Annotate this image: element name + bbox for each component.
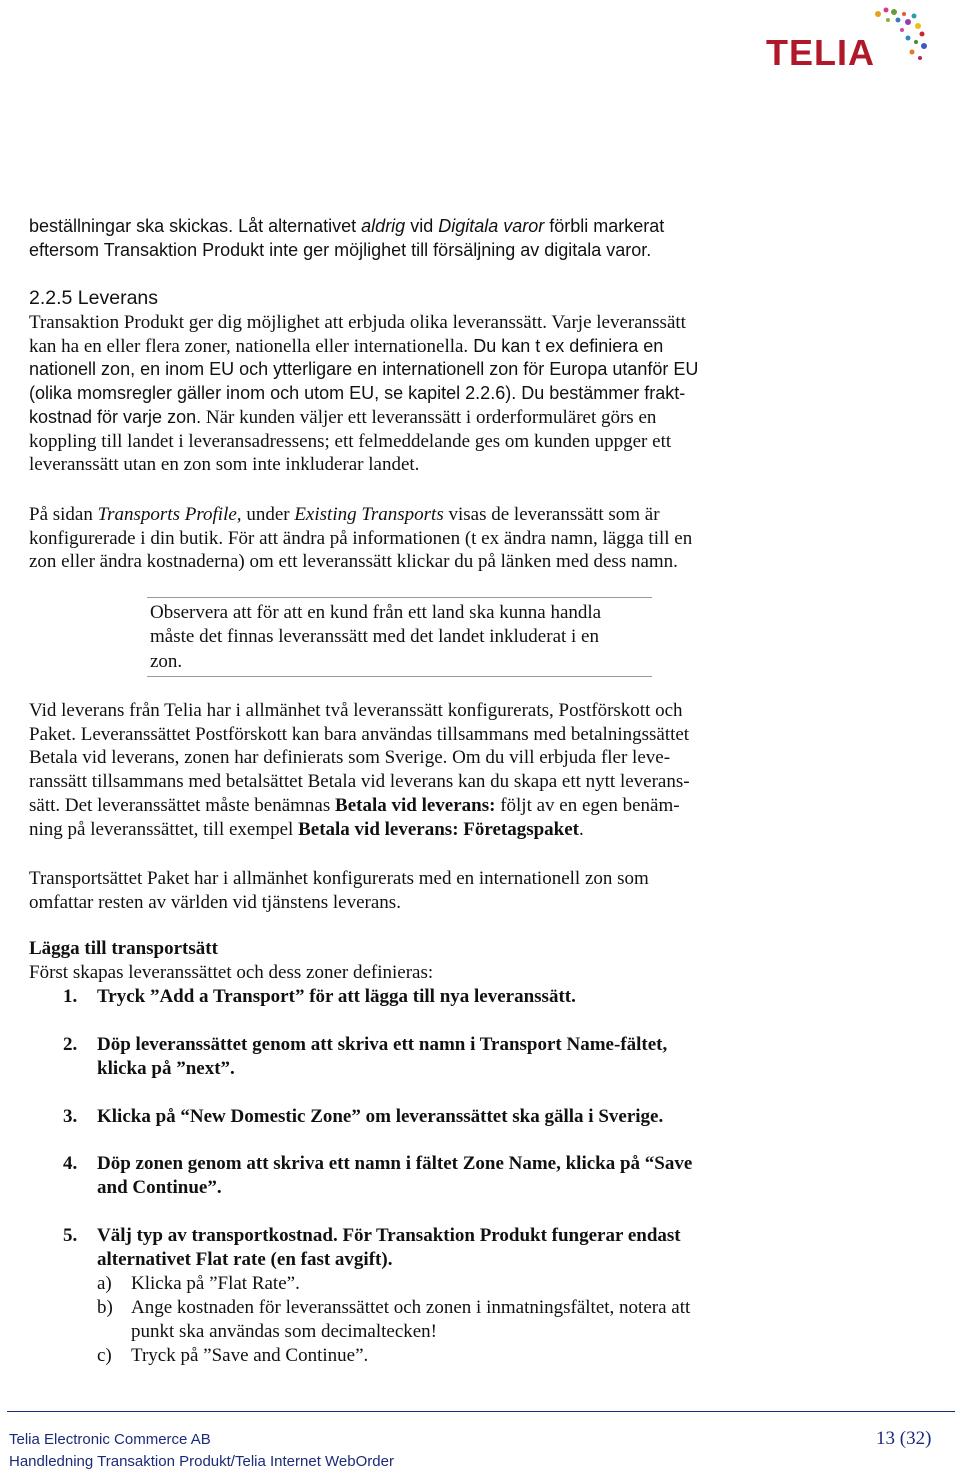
text-line: leveranssätt utan en zon som inte inkluderar landet. bbox=[29, 454, 420, 476]
step-text: Klicka på “New Domestic Zone” om leveranssättet ska gälla i Sverige. bbox=[97, 1106, 664, 1127]
text-line: omfattar resten av världen vid tjänstens leverans. bbox=[29, 891, 401, 913]
text-run-bold: Betala vid leverans: bbox=[335, 794, 496, 816]
list-number: 2. bbox=[63, 1034, 78, 1055]
note-line: Observera att för att en kund från ett land ska kunna handla bbox=[150, 602, 602, 623]
list-letter: b) bbox=[97, 1297, 113, 1318]
step-text: Döp zonen genom att skriva ett namn i fältet Zone Name, klicka på “Save bbox=[97, 1153, 693, 1174]
substep-text: Tryck på ”Save and Continue”. bbox=[131, 1345, 369, 1366]
text-run: under bbox=[241, 504, 295, 525]
text-run: . bbox=[579, 818, 584, 840]
text-run: beställningar ska skickas. Låt alternativet bbox=[29, 216, 362, 236]
note-box bbox=[147, 597, 652, 677]
text-run: vid bbox=[405, 216, 439, 236]
text-run: förbli markerat bbox=[544, 216, 665, 236]
text-run: Du kan t ex definiera en bbox=[468, 335, 664, 356]
text-line: eftersom Transaktion Produkt inte ger möjlighet till försäljning av digitala varor. bbox=[29, 239, 652, 260]
page-number: 13 (32) bbox=[876, 1428, 932, 1449]
text-run: kostnad för varje zon. bbox=[29, 406, 202, 427]
list-number: 4. bbox=[63, 1153, 78, 1174]
telia-wordmark: TELIA bbox=[766, 32, 875, 73]
step-text: Tryck ”Add a Transport” för att lägga till nya leveranssätt. bbox=[97, 986, 576, 1007]
step-text: Välj typ av transportkostnad. För Transaktion Produkt fungerar endast bbox=[97, 1225, 681, 1246]
text-line: zon eller ändra kostnaderna) om ett leveranssätt klickar du på länken med dess namn. bbox=[29, 551, 678, 573]
text-run-italic: Digitala varor bbox=[438, 216, 545, 236]
text-line: koppling till landet i leveransadressens; ett felmeddelande ges om kunden uppger ett bbox=[29, 430, 672, 452]
substep-text: punkt ska användas som decimaltecken! bbox=[131, 1320, 438, 1342]
text-run-italic: Transports Profile, bbox=[97, 504, 242, 525]
text-line: Först skapas leveranssättet och dess zoner definieras: bbox=[29, 961, 434, 983]
text-line: nationell zon, en inom EU och ytterligare en internationell zon för Europa utanför EU bbox=[29, 359, 699, 380]
paragraph-paket bbox=[29, 867, 929, 914]
text-line: Vid leverans från Telia har i allmänhet två leveranssätt konfigurerats, Postförskott och bbox=[29, 700, 683, 721]
text-line: Transaktion Produkt ger dig möjlighet att erbjuda olika leveranssätt. Varje leveranssätt bbox=[29, 312, 686, 333]
substep-text: Klicka på ”Flat Rate”. bbox=[131, 1273, 300, 1294]
step-text: klicka på ”next”. bbox=[97, 1057, 235, 1079]
text-line: konfigurerade i din butik. För att ändra på informationen (t ex ändra namn, lägga till en bbox=[29, 527, 693, 549]
step-text: and Continue”. bbox=[97, 1176, 222, 1198]
text-line: ranssätt tillsammans med betalsättet Betala vid leverans kan du skapa ett nytt leverans- bbox=[29, 771, 690, 793]
paragraph-transports-profile bbox=[29, 503, 929, 574]
footer-company: Telia Electronic Commerce AB bbox=[9, 1431, 211, 1448]
note-line: måste det finnas leveranssätt med det landet inkluderat i en bbox=[150, 626, 599, 648]
list-number: 1. bbox=[63, 986, 78, 1007]
substep-text: Ange kostnaden för leveranssättet och zonen i inmatningsfältet, notera att bbox=[131, 1297, 691, 1318]
section-add-transport bbox=[29, 937, 929, 984]
text-run: När kunden väljer ett leveranssätt i orderformuläret görs en bbox=[201, 406, 657, 428]
footer-document-title: Handledning Transaktion Produkt/Telia Internet WebOrder bbox=[9, 1453, 394, 1470]
paragraph-intro bbox=[29, 215, 929, 262]
step-text: Döp leveranssättet genom att skriva ett namn i Transport Name-fältet, bbox=[97, 1034, 668, 1055]
text-run: sätt. Det leveranssättet måste benämnas bbox=[29, 794, 336, 816]
text-line: (olika momsregler gäller inom och utom EU, se kapitel 2.2.6). Du bestämmer frakt- bbox=[29, 383, 686, 404]
section-heading: 2.2.5 Leverans bbox=[29, 287, 159, 309]
footer-divider bbox=[7, 1411, 955, 1412]
step-text: alternativet Flat rate (en fast avgift). bbox=[97, 1248, 393, 1270]
note-line: zon. bbox=[150, 650, 183, 672]
subsection-title: Lägga till transportsätt bbox=[29, 938, 218, 959]
telia-logo bbox=[758, 2, 934, 74]
text-run-bold: Betala vid leverans: Företagspaket bbox=[298, 818, 580, 840]
text-run: På sidan bbox=[29, 504, 98, 525]
text-run-italic: aldrig bbox=[361, 216, 406, 236]
list-number: 3. bbox=[63, 1106, 78, 1127]
text-line: Paket. Leveranssättet Postförskott kan bara användas tillsammans med betalningssättet bbox=[29, 723, 690, 745]
text-run: kan ha en eller flera zoner, nationella eller internationella. bbox=[29, 335, 469, 357]
list-number: 5. bbox=[63, 1225, 78, 1246]
paragraph-leverans bbox=[29, 311, 929, 477]
list-letter: c) bbox=[97, 1345, 112, 1366]
text-run-italic: Existing Transports bbox=[294, 504, 444, 525]
text-line: Transportsättet Paket har i allmänhet konfigurerats med en internationell zon som bbox=[29, 868, 649, 889]
text-run: ning på leveranssättet, till exempel bbox=[29, 818, 299, 840]
paragraph-telia-leverans bbox=[29, 699, 929, 841]
text-run: följt av en egen benäm- bbox=[495, 794, 680, 816]
list-letter: a) bbox=[97, 1273, 112, 1294]
text-run: visas de leveranssätt som är bbox=[443, 504, 660, 525]
text-line: Betala vid leverans, zonen har definierats som Sverige. Om du vill erbjuda fler leve- bbox=[29, 747, 671, 769]
